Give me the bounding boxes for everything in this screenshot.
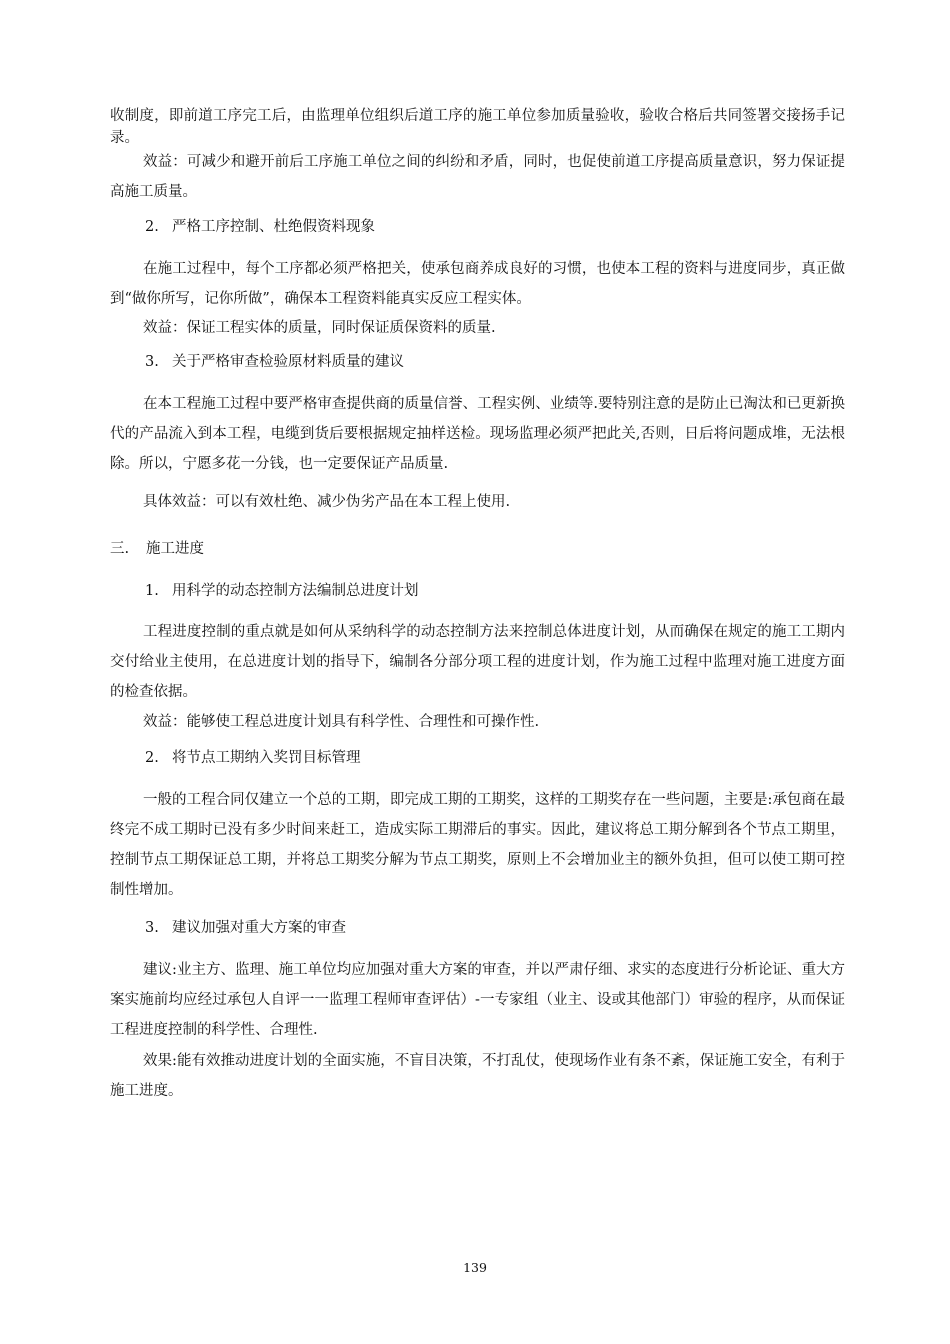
paragraph-dynamic-control: 工程进度控制的重点就是如何从采纳科学的动态控制方法来控制总体进度计划，从而确保在规定的施工工期内交付给业主使用，在总进度计划的指导下，编制各分部分项工程的进度计划，作为施工过程中监理对施工进度方面的检查依据。 (110, 624, 845, 700)
heading-node-milestones (145, 748, 361, 768)
paragraph-benefit-handover: 效益：可减少和避开前后工序施工单位之间的纠纷和矛盾，同时，也促使前道工序提高质量意识，努力保证提高施工质量。 (110, 154, 845, 200)
paragraph-material-quality: 在本工程施工过程中要严格审查提供商的质量信誉、工程实例、业绩等.要特别注意的是防止已淘汰和已更新换代的产品流入到本工程，电缆到货后要根据规定抽样送检。现场监理必须严把此关,否则，日后将问题成堆，无法根除。所以，宁愿多花一分钱，也一定要保证产品质量. (110, 396, 845, 472)
section-heading-schedule (110, 539, 204, 559)
heading-number: 2. (145, 750, 159, 766)
paragraph-process-control: 在施工过程中，每个工序都必须严格把关，使承包商养成良好的习惯，也使本工程的资料与进度同步，真正做到“做你所写，记你所做”，确保本工程资料能真实反应工程实体。 (110, 261, 845, 307)
heading-text: 严格工序控制、杜绝假资料现象 (172, 219, 375, 235)
heading-text: 建议加强对重大方案的审查 (172, 920, 346, 936)
heading-number: 2. (145, 219, 159, 235)
paragraph-benefit-process: 效益：保证工程实体的质量，同时保证质保资料的质量. (143, 320, 496, 336)
heading-number: 1. (145, 583, 159, 599)
paragraph-benefit-schedule: 效益：能够使工程总进度计划具有科学性、合理性和可操作性. (143, 714, 540, 730)
heading-text: 用科学的动态控制方法编制总进度计划 (172, 583, 419, 599)
heading-text: 将节点工期纳入奖罚目标管理 (172, 750, 361, 766)
heading-text: 关于严格审查检验原材料质量的建议 (172, 354, 404, 370)
heading-material-quality (145, 352, 404, 372)
heading-number: 3. (145, 920, 159, 936)
paragraph-major-plans: 建议:业主方、监理、施工单位均应加强对重大方案的审查，并以严肃仔细、求实的态度进行分析论证、重大方案实施前均应经过承包人自评一一监理工程师审查评估）-一专家组（业主、设或其他部门）审验的程序，从而保证工程进度控制的科学性、合理性. (110, 962, 845, 1038)
heading-major-plans (145, 918, 346, 938)
heading-process-control (145, 217, 375, 237)
paragraph-effect-major-plans: 效果:能有效推动进度计划的全面实施，不盲目决策，不打乱仗，使现场作业有条不紊，保证施工安全，有利于施工进度。 (110, 1053, 845, 1099)
paragraph-benefit-material: 具体效益：可以有效杜绝、减少伪劣产品在本工程上使用. (143, 494, 511, 510)
paragraph-handover-record: 收制度，即前道工序完工后，由监理单位组织后道工序的施工单位参加质量验收，验收合格后共同签署交接扬手记录。 (110, 108, 845, 146)
paragraph-node-milestones: 一般的工程合同仅建立一个总的工期，即完成工期的工期奖，这样的工期奖存在一些问题，主要是:承包商在最终完不成工期时已没有多少时间来赶工，造成实际工期滞后的事实。因此，建议将总工期分解到各个节点工期里，控制节点工期保证总工期，并将总工期奖分解为节点工期奖，原则上不会增加业主的额外负担，但可以使工期可控制性增加。 (110, 792, 845, 898)
page-number: 139 (463, 1260, 487, 1275)
section-title: 施工进度 (146, 541, 204, 557)
heading-dynamic-control (145, 581, 419, 601)
section-number: 三. (110, 541, 130, 557)
heading-number: 3. (145, 354, 159, 370)
